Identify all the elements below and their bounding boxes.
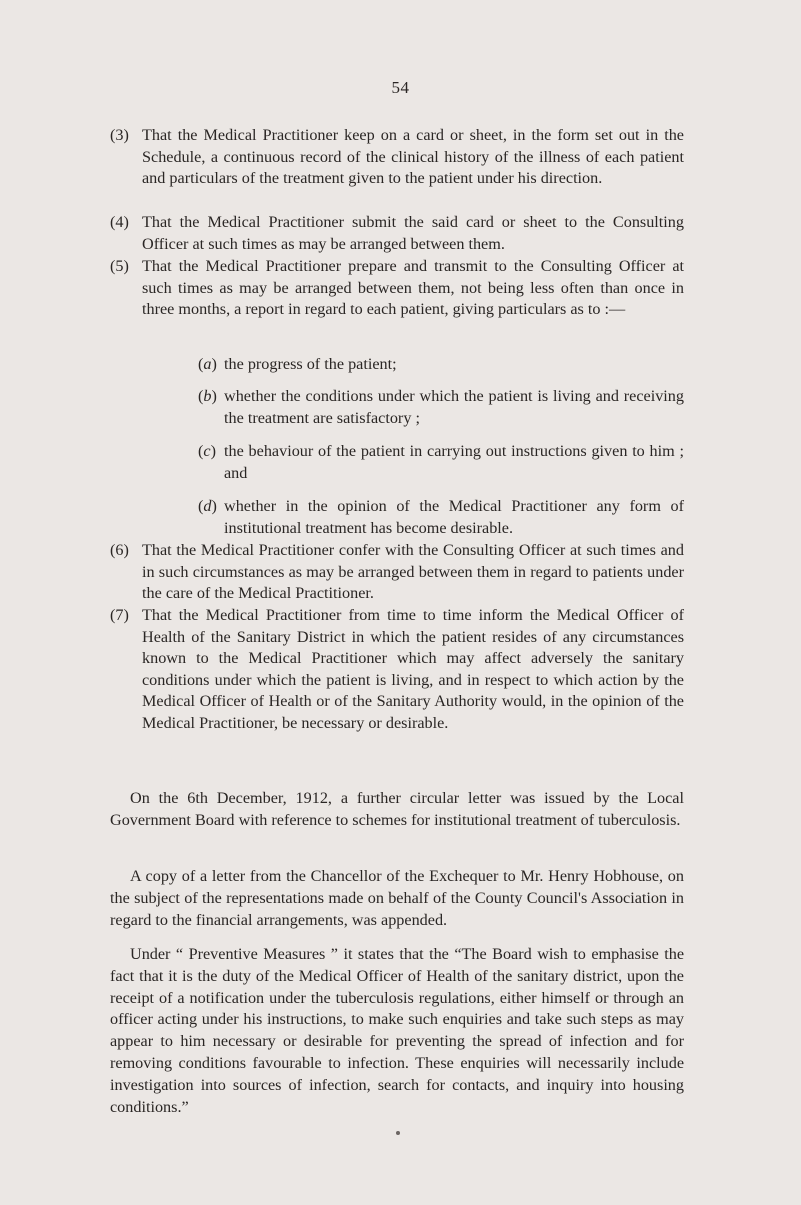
item-text: That the Medical Practitioner from time to time inform the Medical Officer of Health of the Sanitary District in which the patient resides of any circumstances known to the Medical Practitioner which may affect adversely the sanitary conditions under which the patient is living, and in respect to which action by the Medical Officer of Health or of the Sanitary Authority would, in the opinion of the Medical Practitioner, be necessary or desirable.	[142, 606, 684, 732]
sub-item-letter: (c)	[198, 442, 216, 460]
item-number: (7)	[110, 606, 129, 624]
numbered-item-6	[110, 540, 684, 605]
ink-speck	[396, 1131, 400, 1135]
item-text: That the Medical Practitioner prepare and transmit to the Consulting Officer at such times as may be arranged between them, not being less often than once in three months, a report in regard to each patient, giving particulars as to :—	[142, 257, 684, 319]
paragraph-chancellor-letter: A copy of a letter from the Chancellor of the Exchequer to Mr. Henry Hobhouse, on the subject of the representations made on behalf of the County Council's Association in regard to the financial arrangements, was appended.	[110, 867, 684, 929]
item-text: That the Medical Practitioner keep on a card or sheet, in the form set out in the Schedule, a continuous record of the clinical history of the illness of each patient and particulars of the treatment given to the patient under his direction.	[142, 126, 684, 188]
sub-item-c	[198, 441, 684, 484]
item-number: (5)	[110, 257, 129, 275]
sub-item-text: the progress of the patient;	[224, 355, 397, 373]
item-text: That the Medical Practitioner confer with the Consulting Officer at such times and in such circumstances as may be arranged between them in regard to patients under the care of the Medical Practitioner.	[142, 541, 684, 603]
item-number: (6)	[110, 541, 129, 559]
paragraph-preventive-measures: Under “ Preventive Measures ” it states that the “The Board wish to emphasise the fact that it is the duty of the Medical Officer of Health of the sanitary district, upon the receipt of a notification under the tuberculosis regulations, either himself or through an officer acting under his instructions, to make such enquiries and take such steps as may appear to him necessary or desirable for preventing the spread of infection and for removing conditions favourable to infection. These enquiries will necessarily include investigation into sources of infection, search for contacts, and inquiry into housing conditions.”	[110, 945, 684, 1116]
sub-item-b	[198, 386, 684, 429]
numbered-item-3	[110, 125, 684, 190]
sub-item-text: whether the conditions under which the patient is living and receiving the treatment are satisfactory ;	[224, 387, 684, 427]
page-number: 54	[391, 78, 410, 97]
sub-item-letter: (b)	[198, 387, 217, 405]
sub-item-a	[198, 354, 684, 376]
sub-item-text: whether in the opinion of the Medical Practitioner any form of institutional treatment has become desirable.	[224, 497, 684, 537]
numbered-item-5	[110, 256, 684, 321]
numbered-item-4	[110, 212, 684, 255]
numbered-item-7	[110, 605, 684, 735]
item-text: That the Medical Practitioner submit the said card or sheet to the Consulting Officer at such times as may be arranged between them.	[142, 213, 684, 253]
sub-item-text: the behaviour of the patient in carrying out instructions given to him ; and	[224, 442, 684, 482]
sub-item-d	[198, 496, 684, 539]
sub-item-letter: (a)	[198, 355, 217, 373]
sub-item-letter: (d)	[198, 497, 217, 515]
item-number: (3)	[110, 126, 129, 144]
item-number: (4)	[110, 213, 129, 231]
paragraph-circular-letter: On the 6th December, 1912, a further circular letter was issued by the Local Government Board with reference to schemes for institutional treatment of tuberculosis.	[110, 789, 684, 829]
